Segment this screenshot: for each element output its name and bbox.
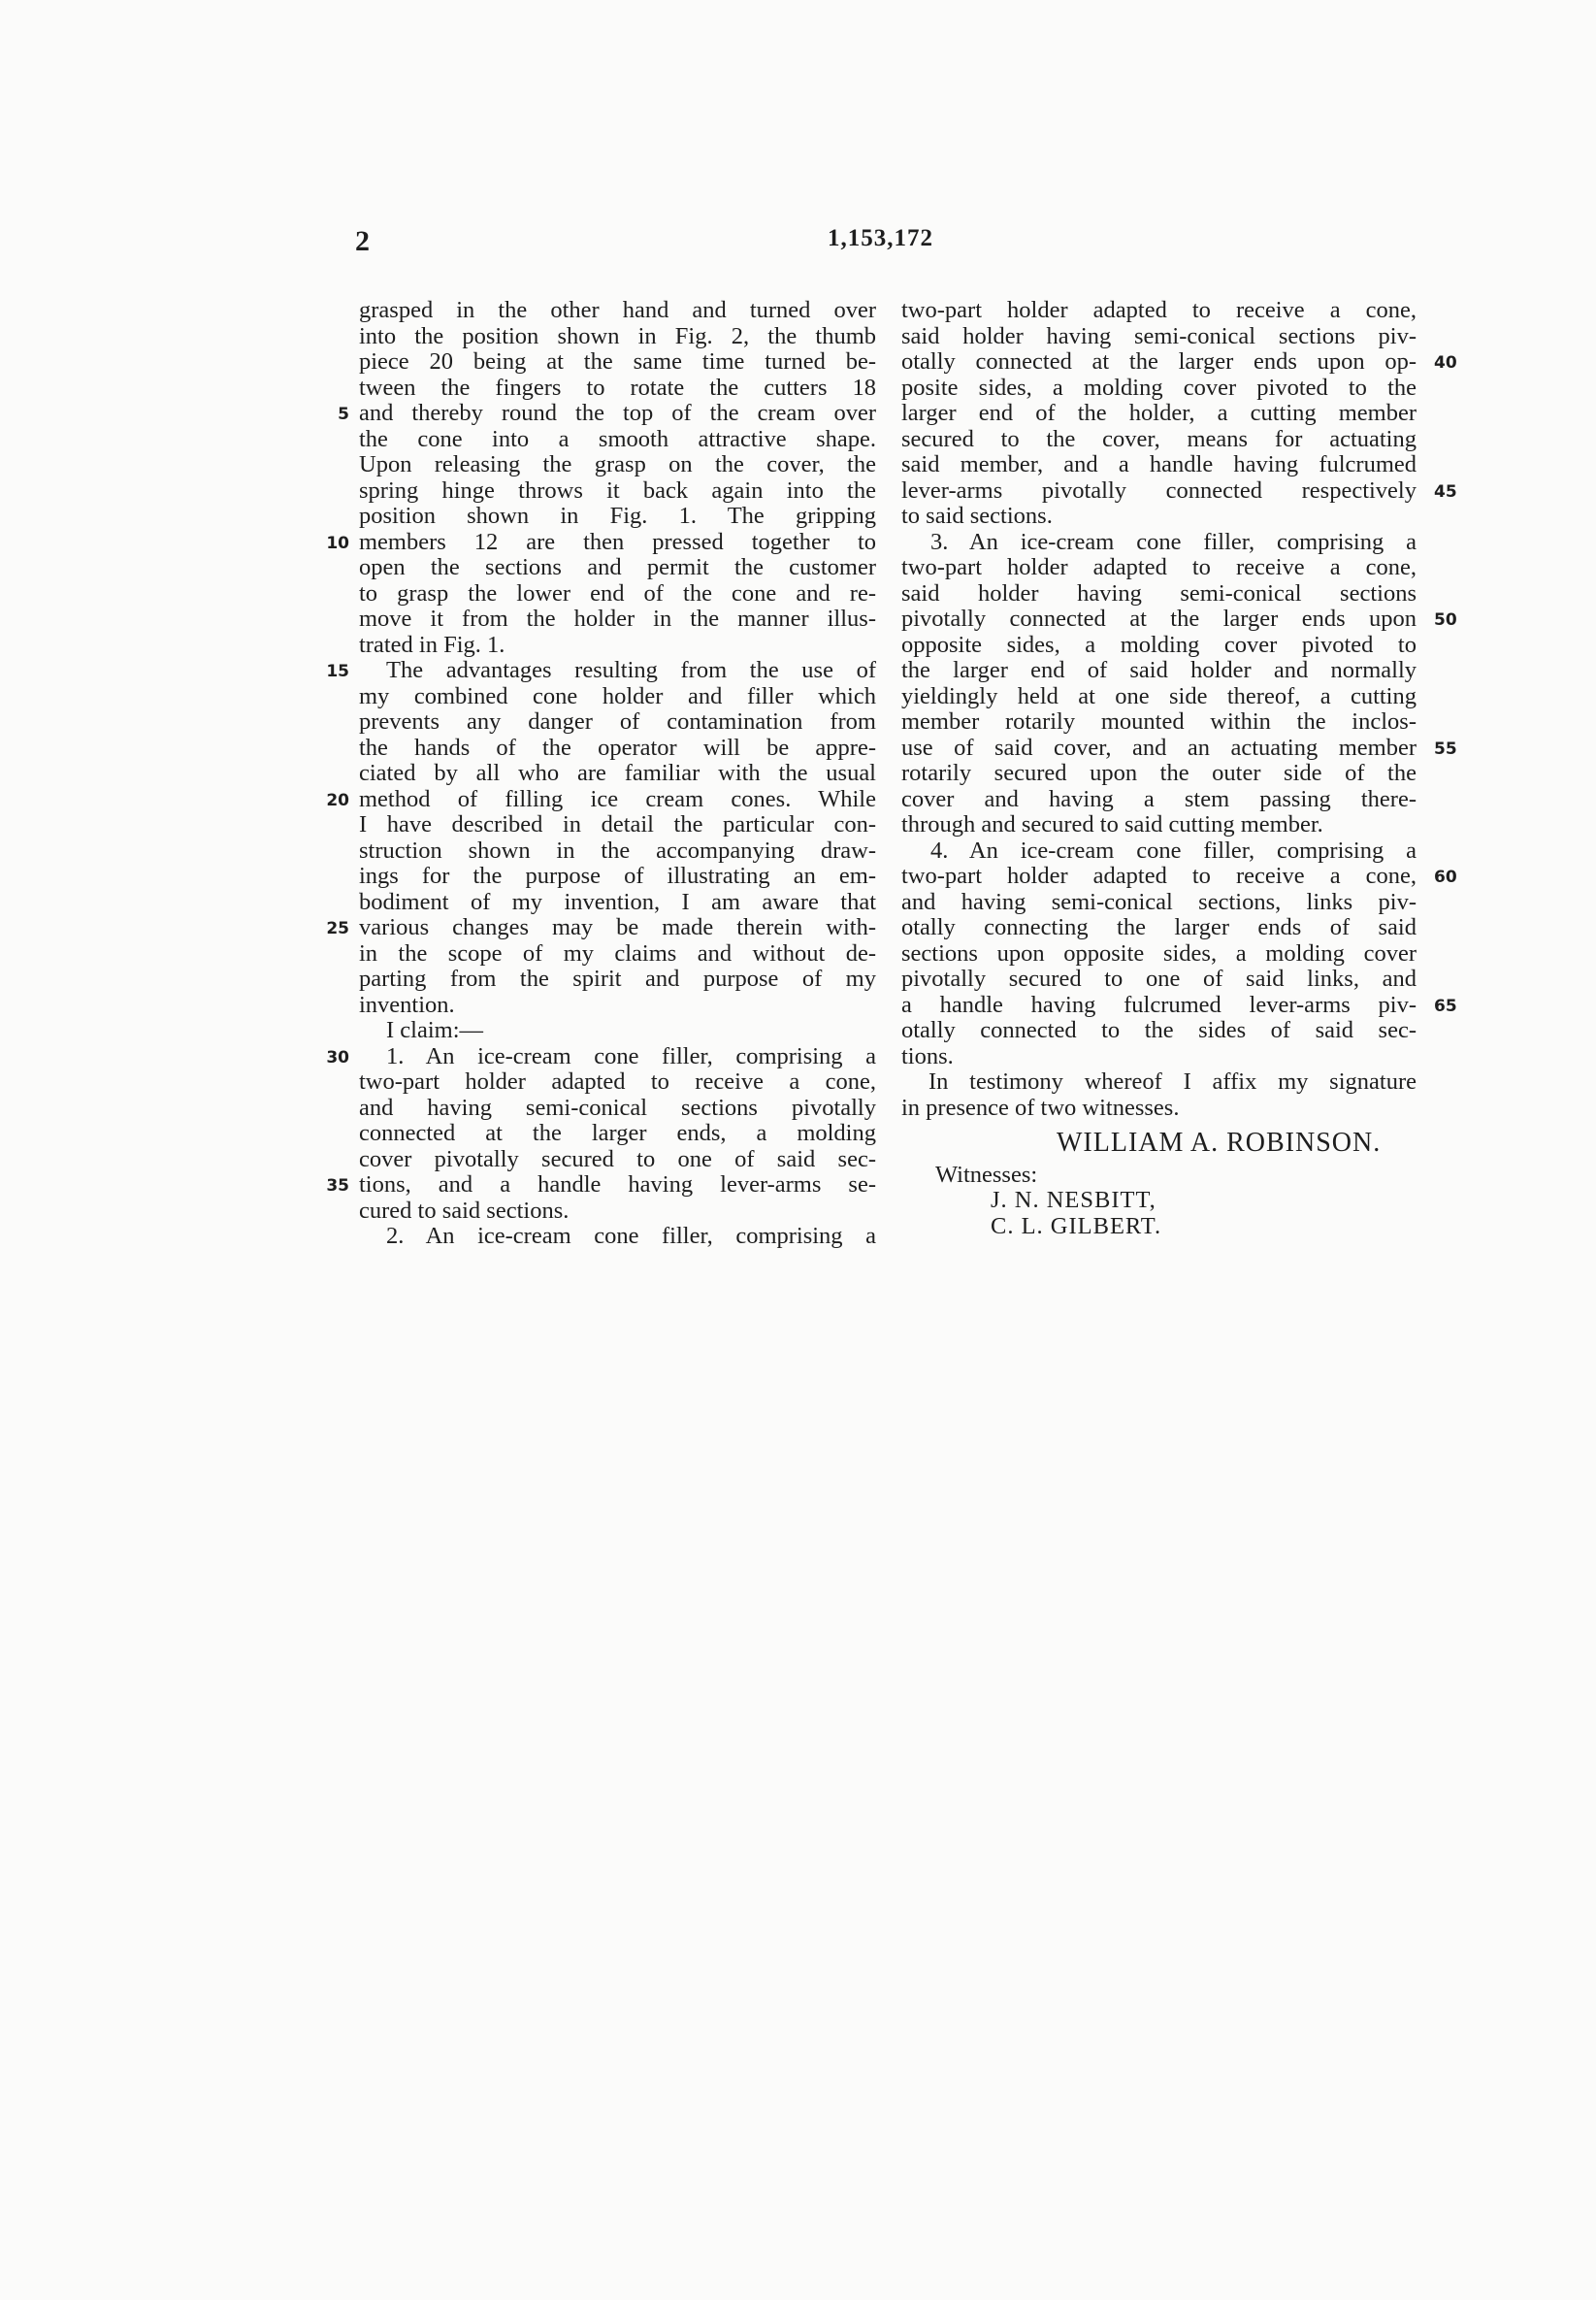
left-column-line: members 12 are then pressed together to xyxy=(359,528,876,555)
right-column-line: tions. xyxy=(901,1042,954,1069)
right-column-line: member rotarily mounted within the inclos- xyxy=(901,708,1417,735)
line-number: 65 xyxy=(1434,996,1457,1016)
left-column-line: various changes may be made therein with- xyxy=(359,914,876,940)
left-column-line: into the position shown in Fig. 2, the thumb xyxy=(359,322,876,349)
patent-number: 1,153,172 xyxy=(828,225,933,251)
left-column-line: connected at the larger ends, a molding xyxy=(359,1120,876,1146)
right-column-line: 3. An ice-cream cone filler, comprising a xyxy=(930,528,1417,555)
right-column-line: lever-arms pivotally connected respectively xyxy=(901,476,1417,504)
right-column-line: In testimony whereof I affix my signature xyxy=(928,1068,1417,1095)
page-number: 2 xyxy=(355,225,371,257)
left-column-line: tween the fingers to rotate the cutters 18 xyxy=(359,374,876,401)
left-column-line: two-part holder adapted to receive a cone, xyxy=(359,1068,876,1095)
right-column-line: C. L. GILBERT. xyxy=(991,1212,1162,1239)
left-column-line: move it from the holder in the manner illus- xyxy=(359,606,876,632)
left-column-line: tions, and a handle having lever-arms se- xyxy=(359,1171,876,1198)
left-column-line: grasped in the other hand and turned over xyxy=(359,297,876,323)
right-column-line: J. N. NESBITT, xyxy=(991,1187,1156,1213)
left-column-line: trated in Fig. 1. xyxy=(359,631,505,658)
right-column-line: rotarily secured upon the outer side of the xyxy=(901,760,1417,786)
line-number: 50 xyxy=(1434,610,1457,630)
right-column-line: in presence of two witnesses. xyxy=(901,1094,1180,1121)
line-number: 60 xyxy=(1434,868,1457,887)
line-number: 30 xyxy=(326,1047,349,1068)
right-column-line: a handle having fulcrumed lever-arms piv- xyxy=(901,991,1417,1018)
right-column-line: said holder having semi-conical sections xyxy=(901,579,1417,607)
line-number: 20 xyxy=(326,790,349,810)
left-column-line: invention. xyxy=(359,991,455,1018)
right-column-line: and having semi-conical sections, links piv- xyxy=(901,888,1417,915)
right-column-line: posite sides, a molding cover pivoted to the xyxy=(901,374,1417,401)
left-column-line: and having semi-conical sections pivotally xyxy=(359,1094,876,1121)
left-column-line: bodiment of my invention, I am aware that xyxy=(359,888,876,915)
left-column-line: I claim:— xyxy=(386,1017,484,1043)
left-column-line: 2. An ice-cream cone filler, comprising a xyxy=(386,1223,876,1249)
right-column-line: Witnesses: xyxy=(935,1161,1038,1188)
right-column-line: use of said cover, and an actuating member xyxy=(901,734,1417,761)
right-column-line: two-part holder adapted to receive a cone, xyxy=(901,554,1417,580)
right-column-line: 4. An ice-cream cone filler, comprising a xyxy=(930,837,1417,864)
left-column-line: method of filling ice cream cones. While xyxy=(359,785,876,812)
left-column-line: in the scope of my claims and without de- xyxy=(359,939,876,967)
left-column-line: The advantages resulting from the use of xyxy=(386,657,876,683)
right-text-column xyxy=(901,298,1417,1239)
left-column-line: and thereby round the top of the cream over xyxy=(359,400,876,426)
left-column-line: piece 20 being at the same time turned be- xyxy=(359,348,876,375)
right-column-line: sections upon opposite sides, a molding cover xyxy=(901,939,1417,967)
left-column-line: open the sections and permit the customer xyxy=(359,554,876,580)
left-column-line: cover pivotally secured to one of said sec- xyxy=(359,1145,876,1172)
left-column-line: the hands of the operator will be appre- xyxy=(359,734,876,761)
right-column-line: said member, and a handle having fulcrumed xyxy=(901,451,1417,477)
left-column-line: ings for the purpose of illustrating an em- xyxy=(359,863,876,889)
right-column-line: WILLIAM A. ROBINSON. xyxy=(1057,1128,1382,1158)
left-column-line: prevents any danger of contamination from xyxy=(359,708,876,735)
line-number: 45 xyxy=(1434,481,1457,502)
left-column-line: cured to said sections. xyxy=(359,1197,570,1224)
right-column-line: two-part holder adapted to receive a cone, xyxy=(901,297,1417,323)
left-column-line: the cone into a smooth attractive shape. xyxy=(359,425,876,452)
line-number: 40 xyxy=(1434,353,1457,373)
line-number: 55 xyxy=(1434,739,1457,759)
left-column-line: parting from the spirit and purpose of my xyxy=(359,966,876,992)
right-column-line: two-part holder adapted to receive a cone, xyxy=(901,863,1417,889)
right-column-line: secured to the cover, means for actuating xyxy=(901,425,1417,452)
right-column-line: otally connected to the sides of said sec- xyxy=(901,1017,1417,1043)
left-column-line: to grasp the lower end of the cone and re- xyxy=(359,579,876,607)
left-column-line: my combined cone holder and filler which xyxy=(359,682,876,709)
right-column-line: to said sections. xyxy=(901,503,1053,529)
line-number: 35 xyxy=(326,1176,349,1196)
right-column-line: yieldingly held at one side thereof, a cutting xyxy=(901,682,1417,709)
right-column-line: cover and having a stem passing there- xyxy=(901,785,1417,812)
right-column-line: otally connecting the larger ends of said xyxy=(901,914,1417,940)
right-column-line: pivotally secured to one of said links, and xyxy=(901,966,1417,992)
left-text-column xyxy=(359,298,876,1250)
left-column-line: ciated by all who are familiar with the usual xyxy=(359,760,876,786)
line-number: 25 xyxy=(326,919,349,938)
line-number: 5 xyxy=(338,405,349,424)
left-column-line: 1. An ice-cream cone filler, comprising a xyxy=(386,1042,876,1069)
left-column-line: struction shown in the accompanying draw- xyxy=(359,837,876,864)
left-column-line: spring hinge throws it back again into the xyxy=(359,476,876,504)
right-column-line: otally connected at the larger ends upon op- xyxy=(901,348,1417,375)
line-number: 15 xyxy=(326,662,349,681)
left-column-line: position shown in Fig. 1. The gripping xyxy=(359,503,876,529)
right-column-line: said holder having semi-conical sections piv- xyxy=(901,322,1417,349)
right-column-line: opposite sides, a molding cover pivoted to xyxy=(901,631,1417,658)
line-number: 10 xyxy=(326,533,349,553)
right-column-line: through and secured to said cutting member. xyxy=(901,811,1323,838)
right-column-line: pivotally connected at the larger ends upon xyxy=(901,606,1417,632)
right-column-line: the larger end of said holder and normally xyxy=(901,657,1417,683)
left-column-line: Upon releasing the grasp on the cover, the xyxy=(359,451,876,477)
right-column-line: larger end of the holder, a cutting member xyxy=(901,400,1417,426)
left-column-line: I have described in detail the particular con- xyxy=(359,811,876,838)
